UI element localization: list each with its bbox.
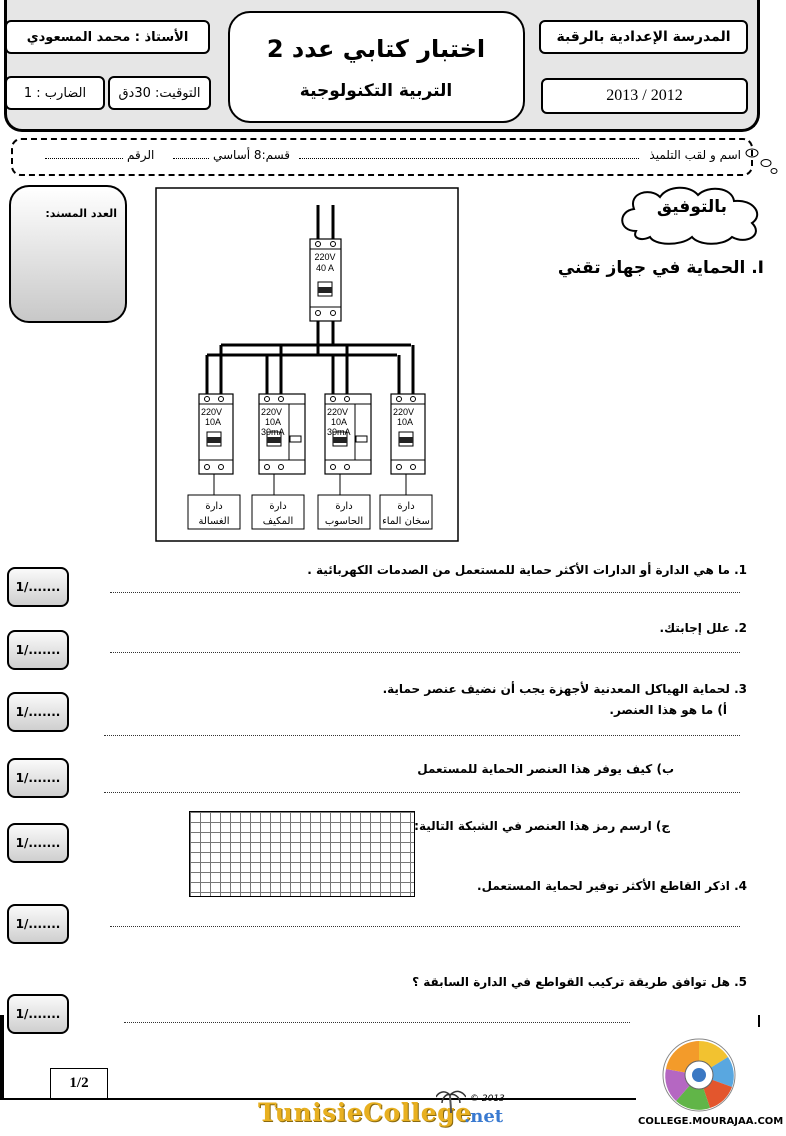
score-label: 1/.......: [15, 643, 61, 657]
question-4: 4. اذكر القاطع الأكثر توفير لحماية المستعمل.: [477, 879, 747, 893]
circuit-label-box: [252, 495, 304, 529]
teacher-name: الأستاذ : محمد المسعودي: [26, 29, 189, 45]
circuit-label-line2: سخان الماء: [382, 516, 430, 527]
student-info-row: [11, 138, 753, 176]
answer-line-5[interactable]: [124, 1022, 630, 1023]
drawing-grid[interactable]: [189, 811, 415, 897]
breaker-current: 10A: [397, 417, 414, 427]
answer-line-4[interactable]: [110, 926, 740, 927]
score-label: 1/.......: [15, 771, 61, 785]
breaker-voltage: 220V: [261, 407, 283, 417]
question-5: 5. هل توافق طريقة تركيب القواطع في الدارة السابقة ؟: [412, 975, 747, 989]
school-name: المدرسة الإعدادية بالرقبة: [556, 29, 731, 45]
score-box-4[interactable]: [7, 758, 69, 798]
class-label: قسم:8 أساسي: [213, 148, 291, 162]
circuit-label-line1: دارة: [335, 501, 353, 512]
title-box: [228, 11, 525, 123]
question-2: 2. علل إجابتك.: [659, 621, 747, 635]
circuit-label-line1: دارة: [205, 501, 223, 512]
subject-title: التربية التكنولوجية: [299, 81, 453, 101]
coefficient-label: الضارب : 1: [23, 85, 87, 101]
question-3a: أ) ما هو هذا العنصر.: [609, 703, 727, 717]
coefficient-box: [5, 76, 105, 110]
number-label: الرقم: [127, 148, 155, 162]
duration-label: التوقيت: 30دق: [118, 85, 201, 101]
breaker-current: 10A: [265, 417, 282, 427]
brand-logo-suffix: .net: [464, 1106, 504, 1127]
score-box-5[interactable]: [7, 823, 69, 863]
number-field[interactable]: [45, 158, 123, 159]
circuit-label-line1: دارة: [269, 501, 287, 512]
score-label: 1/.......: [15, 1007, 61, 1021]
breaker-voltage: 220V: [393, 407, 415, 417]
breaker-voltage: 220V: [327, 407, 349, 417]
main-breaker: [310, 239, 341, 321]
answer-line-3a[interactable]: [104, 735, 740, 736]
score-box-6[interactable]: [7, 904, 69, 944]
score-label: 1/.......: [15, 836, 61, 850]
college-logo-text: COLLEGE.MOURAJAA.COM: [638, 1116, 784, 1127]
circuit-label-line2: الحاسوب: [324, 516, 364, 527]
score-label: 1/.......: [15, 580, 61, 594]
grade-label: العدد المسند:: [45, 207, 117, 220]
palm-tree-icon: [436, 1087, 466, 1113]
main-breaker-voltage: 220V: [314, 252, 336, 262]
school-year: 2013 / 2012: [606, 87, 683, 104]
circuit-label-line2: المكيف: [262, 516, 294, 527]
main-breaker-current: 40 A: [315, 263, 335, 273]
circuit-diagram: [155, 187, 459, 542]
good-luck-text: بالتوفيق: [656, 197, 728, 217]
page-number-box: [50, 1068, 108, 1098]
score-box-7[interactable]: [7, 994, 69, 1034]
answer-line-3b[interactable]: [104, 792, 740, 793]
student-name-label: اسم و لقب التلميذ: [649, 148, 741, 162]
student-name-field[interactable]: [299, 158, 639, 159]
breaker-diff-sensitivity: 30mA: [261, 427, 285, 437]
question-1: 1. ما هي الدارة أو الدارات الأكثر حماية للمستعمل من الصدمات الكهربائية .: [307, 563, 747, 577]
score-box-2[interactable]: [7, 630, 69, 670]
grade-box: [9, 185, 127, 323]
circuit-label-box: [188, 495, 240, 529]
breaker-voltage: 220V: [201, 407, 223, 417]
question-3c: ج) ارسم رمز هذا العنصر في الشبكة التالية:: [414, 819, 670, 833]
breaker-current: 10A: [205, 417, 222, 427]
brand-logo-text: TunisieCollege: [258, 1098, 472, 1127]
question-3: 3. لحماية الهياكل المعدنية لأجهزة يجب أن نضيف عنصر حماية.: [382, 682, 747, 696]
circuit-label-line2: الغسالة: [198, 516, 230, 527]
circuit-label-box: [318, 495, 370, 529]
score-box-1[interactable]: [7, 567, 69, 607]
score-label: 1/.......: [15, 917, 61, 931]
question-3b: ب) كيف يوفر هذا العنصر الحماية للمستعمل: [417, 762, 674, 776]
right-border-tick: [758, 1015, 760, 1027]
breaker-current: 10A: [331, 417, 348, 427]
breaker-diff-sensitivity: 30mA: [327, 427, 351, 437]
score-box-3[interactable]: [7, 692, 69, 732]
teacher-box: [5, 20, 210, 54]
left-border-line: [0, 1015, 4, 1100]
college-logo-icon: [660, 1035, 738, 1113]
score-label: 1/.......: [15, 705, 61, 719]
section-title: I. الحماية في جهاز تقني: [557, 258, 764, 278]
circuit-label-box: [380, 495, 432, 529]
circuit-label-line1: دارة: [397, 501, 415, 512]
duration-box: [108, 76, 211, 110]
class-field[interactable]: [173, 158, 209, 159]
school-box: [539, 20, 748, 54]
answer-line-2[interactable]: [110, 652, 740, 653]
page-number: 1/2: [69, 1075, 89, 1091]
year-box: [541, 78, 748, 114]
copyright-text: © 2013: [470, 1094, 505, 1104]
exam-title: اختبار كتابي عدد 2: [266, 35, 486, 63]
answer-line-1[interactable]: [110, 592, 740, 593]
thought-bubble-dots: [744, 141, 780, 175]
